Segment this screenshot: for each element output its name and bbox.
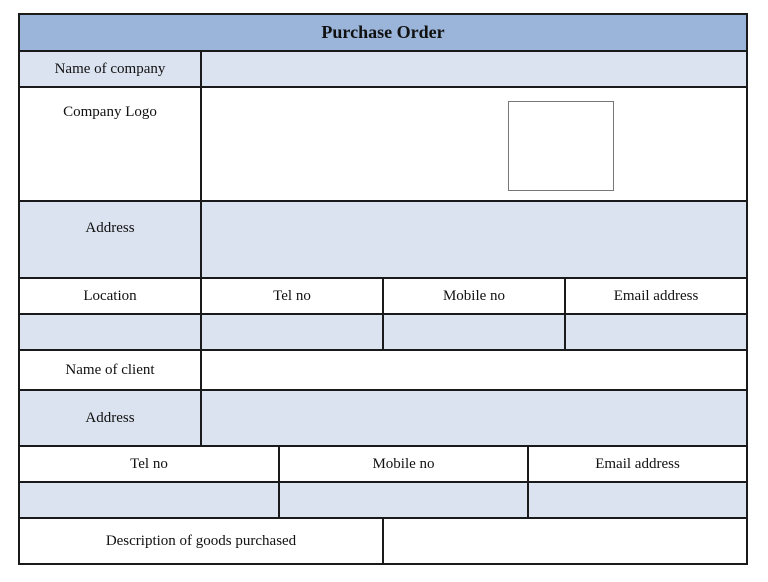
- client-tel-label: Tel no: [20, 447, 280, 481]
- client-address-field[interactable]: [202, 391, 746, 445]
- form-title: Purchase Order: [20, 15, 746, 50]
- client-mobile-field[interactable]: [280, 483, 529, 517]
- location-field[interactable]: [20, 315, 202, 349]
- location-label: Location: [20, 279, 202, 313]
- company-mobile-field[interactable]: [384, 315, 566, 349]
- company-email-label: Email address: [613, 287, 699, 304]
- company-address-row: [20, 202, 746, 279]
- client-email-field[interactable]: [529, 483, 746, 517]
- client-address-row: [20, 391, 746, 447]
- company-address-field[interactable]: [202, 202, 746, 277]
- company-name-field[interactable]: [202, 52, 746, 86]
- client-tel-field[interactable]: [20, 483, 280, 517]
- client-name-field[interactable]: [202, 351, 746, 389]
- goods-description-field[interactable]: [384, 519, 746, 563]
- title-row: [20, 15, 746, 52]
- company-name-row: [20, 52, 746, 88]
- purchase-order-form: [18, 13, 748, 565]
- company-contact-value-row: [20, 315, 746, 351]
- company-email-field[interactable]: [566, 315, 746, 349]
- client-name-label: Name of client: [20, 351, 202, 389]
- company-tel-field[interactable]: [202, 315, 384, 349]
- company-address-label: Address: [20, 202, 202, 277]
- company-logo-placeholder[interactable]: [508, 101, 614, 191]
- company-logo-row: [20, 88, 746, 202]
- client-contact-header-row: [20, 447, 746, 483]
- client-mobile-label: Mobile no: [280, 447, 529, 481]
- company-contact-header-row: [20, 279, 746, 315]
- company-mobile-label: Mobile no: [384, 279, 566, 313]
- company-tel-label: Tel no: [202, 279, 384, 313]
- client-name-row: [20, 351, 746, 391]
- client-email-label: Email address: [595, 455, 680, 472]
- company-name-label: Name of company: [20, 52, 202, 86]
- goods-description-label: Description of goods purchased: [20, 519, 384, 563]
- company-logo-area: [202, 88, 746, 200]
- company-logo-label: Company Logo: [20, 88, 202, 200]
- client-contact-value-row: [20, 483, 746, 519]
- client-address-label: Address: [20, 391, 202, 445]
- goods-description-row: [20, 519, 746, 563]
